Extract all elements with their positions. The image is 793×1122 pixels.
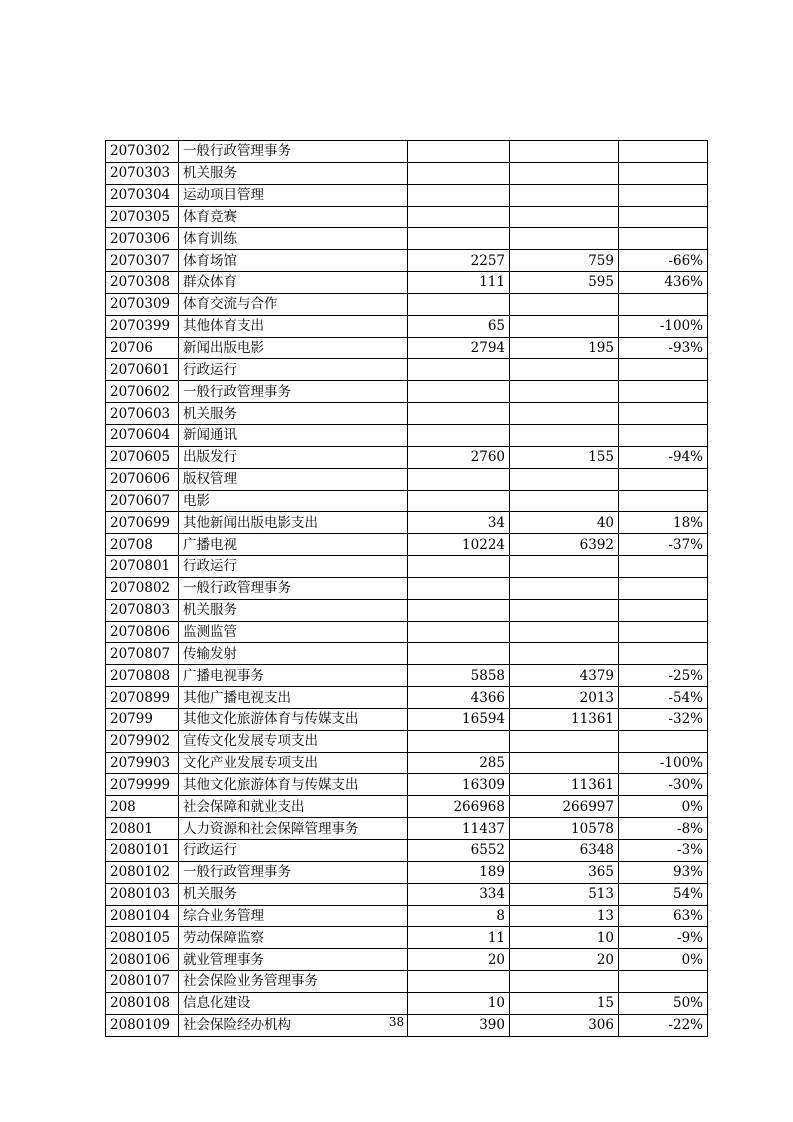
row-code: 2080103 xyxy=(106,883,179,905)
row-name: 机关服务 xyxy=(179,162,408,184)
row-change-percent: -25% xyxy=(619,665,708,687)
row-change-percent xyxy=(619,359,708,381)
row-value-current xyxy=(510,599,619,621)
row-value-current: 11361 xyxy=(510,774,619,796)
row-value-current xyxy=(510,403,619,425)
row-value-current xyxy=(510,206,619,228)
row-value-prior: 266968 xyxy=(408,796,510,818)
row-change-percent: 93% xyxy=(619,861,708,883)
row-change-percent: -3% xyxy=(619,840,708,862)
row-change-percent: -9% xyxy=(619,927,708,949)
row-change-percent xyxy=(619,468,708,490)
row-code: 208 xyxy=(106,796,179,818)
row-value-current xyxy=(510,468,619,490)
table-row xyxy=(106,359,708,381)
row-code: 2070803 xyxy=(106,599,179,621)
row-name: 社会保险业务管理事务 xyxy=(179,971,408,993)
row-change-percent: -32% xyxy=(619,708,708,730)
row-name: 电影 xyxy=(179,490,408,512)
row-code: 2080105 xyxy=(106,927,179,949)
row-value-prior: 20 xyxy=(408,949,510,971)
row-value-current: 365 xyxy=(510,861,619,883)
row-code: 2070303 xyxy=(106,162,179,184)
row-change-percent: 63% xyxy=(619,905,708,927)
row-name: 群众体育 xyxy=(179,272,408,294)
row-value-current: 595 xyxy=(510,272,619,294)
row-name: 其他文化旅游体育与传媒支出 xyxy=(179,708,408,730)
row-code: 20706 xyxy=(106,337,179,359)
row-code: 2070899 xyxy=(106,687,179,709)
row-value-current: 15 xyxy=(510,992,619,1014)
row-name: 新闻通讯 xyxy=(179,424,408,446)
table-row xyxy=(106,490,708,512)
row-change-percent xyxy=(619,184,708,206)
row-code: 2080101 xyxy=(106,840,179,862)
row-name: 广播电视 xyxy=(179,534,408,556)
row-code: 2070606 xyxy=(106,468,179,490)
row-code: 2080107 xyxy=(106,971,179,993)
row-code: 2070307 xyxy=(106,250,179,272)
row-code: 2070305 xyxy=(106,206,179,228)
table-row xyxy=(106,599,708,621)
row-code: 2080108 xyxy=(106,992,179,1014)
row-value-current: 10578 xyxy=(510,818,619,840)
row-change-percent: 436% xyxy=(619,272,708,294)
row-value-prior: 16594 xyxy=(408,708,510,730)
row-value-prior xyxy=(408,184,510,206)
row-value-prior xyxy=(408,228,510,250)
row-name: 机关服务 xyxy=(179,599,408,621)
row-name: 行政运行 xyxy=(179,359,408,381)
row-value-current xyxy=(510,730,619,752)
row-value-current xyxy=(510,359,619,381)
row-code: 20799 xyxy=(106,708,179,730)
row-value-prior: 16309 xyxy=(408,774,510,796)
row-value-prior: 5858 xyxy=(408,665,510,687)
table-row xyxy=(106,665,708,687)
row-value-prior: 2794 xyxy=(408,337,510,359)
row-value-current: 6348 xyxy=(510,840,619,862)
row-name: 新闻出版电影 xyxy=(179,337,408,359)
table-row xyxy=(106,621,708,643)
row-change-percent xyxy=(619,643,708,665)
table-row xyxy=(106,534,708,556)
row-value-prior: 34 xyxy=(408,512,510,534)
row-value-current: 195 xyxy=(510,337,619,359)
table-row xyxy=(106,971,708,993)
table-row xyxy=(106,162,708,184)
row-name: 宣传文化发展专项支出 xyxy=(179,730,408,752)
row-value-prior xyxy=(408,556,510,578)
row-name: 其他文化旅游体育与传媒支出 xyxy=(179,774,408,796)
row-value-current: 4379 xyxy=(510,665,619,687)
row-value-current: 513 xyxy=(510,883,619,905)
row-name: 运动项目管理 xyxy=(179,184,408,206)
row-value-current xyxy=(510,556,619,578)
row-code: 2070308 xyxy=(106,272,179,294)
row-value-prior xyxy=(408,141,510,163)
row-code: 2079903 xyxy=(106,752,179,774)
row-value-current xyxy=(510,971,619,993)
row-name: 其他广播电视支出 xyxy=(179,687,408,709)
row-value-prior xyxy=(408,730,510,752)
row-name: 体育交流与合作 xyxy=(179,293,408,315)
row-code: 2080106 xyxy=(106,949,179,971)
row-value-current: 6392 xyxy=(510,534,619,556)
row-value-prior: 8 xyxy=(408,905,510,927)
row-value-prior: 6552 xyxy=(408,840,510,862)
row-value-prior xyxy=(408,468,510,490)
row-value-current xyxy=(510,381,619,403)
table-row xyxy=(106,381,708,403)
row-value-prior: 111 xyxy=(408,272,510,294)
row-name: 广播电视事务 xyxy=(179,665,408,687)
row-name: 一般行政管理事务 xyxy=(179,861,408,883)
row-value-prior xyxy=(408,643,510,665)
row-code: 2080109 xyxy=(106,1014,179,1036)
table-row xyxy=(106,708,708,730)
row-code: 2070605 xyxy=(106,446,179,468)
table-row xyxy=(106,840,708,862)
row-value-current: 20 xyxy=(510,949,619,971)
row-change-percent xyxy=(619,621,708,643)
table-row xyxy=(106,577,708,599)
row-value-prior xyxy=(408,293,510,315)
row-code: 2070607 xyxy=(106,490,179,512)
page-number: 38 xyxy=(388,1015,405,1029)
row-name: 行政运行 xyxy=(179,840,408,862)
row-value-current xyxy=(510,293,619,315)
row-code: 2070802 xyxy=(106,577,179,599)
table-row xyxy=(106,796,708,818)
table-row xyxy=(106,141,708,163)
row-change-percent: 50% xyxy=(619,992,708,1014)
row-change-percent: -66% xyxy=(619,250,708,272)
row-change-percent: -94% xyxy=(619,446,708,468)
table-row xyxy=(106,424,708,446)
row-value-current xyxy=(510,228,619,250)
table-row xyxy=(106,883,708,905)
table-row xyxy=(106,446,708,468)
row-change-percent xyxy=(619,293,708,315)
row-value-prior xyxy=(408,359,510,381)
row-name: 文化产业发展专项支出 xyxy=(179,752,408,774)
row-value-prior: 11437 xyxy=(408,818,510,840)
row-name: 出版发行 xyxy=(179,446,408,468)
row-change-percent: -22% xyxy=(619,1014,708,1036)
budget-table-body xyxy=(106,141,708,1037)
row-value-current xyxy=(510,184,619,206)
row-value-prior: 4366 xyxy=(408,687,510,709)
row-value-prior: 334 xyxy=(408,883,510,905)
table-row xyxy=(106,250,708,272)
row-value-current xyxy=(510,424,619,446)
table-row xyxy=(106,949,708,971)
row-value-prior: 10 xyxy=(408,992,510,1014)
row-value-current: 13 xyxy=(510,905,619,927)
row-change-percent xyxy=(619,206,708,228)
row-value-prior xyxy=(408,621,510,643)
row-code: 2070603 xyxy=(106,403,179,425)
row-value-current: 11361 xyxy=(510,708,619,730)
row-name: 其他新闻出版电影支出 xyxy=(179,512,408,534)
row-name: 劳动保障监察 xyxy=(179,927,408,949)
table-row xyxy=(106,184,708,206)
row-change-percent: -54% xyxy=(619,687,708,709)
row-value-current: 40 xyxy=(510,512,619,534)
row-code: 2080102 xyxy=(106,861,179,883)
table-row xyxy=(106,752,708,774)
row-value-current xyxy=(510,752,619,774)
row-code: 2070304 xyxy=(106,184,179,206)
table-row xyxy=(106,927,708,949)
row-name: 一般行政管理事务 xyxy=(179,141,408,163)
row-change-percent xyxy=(619,228,708,250)
table-row xyxy=(106,512,708,534)
row-value-current xyxy=(510,162,619,184)
row-value-current: 155 xyxy=(510,446,619,468)
row-name: 版权管理 xyxy=(179,468,408,490)
row-name: 体育场馆 xyxy=(179,250,408,272)
row-change-percent: -37% xyxy=(619,534,708,556)
row-code: 2070602 xyxy=(106,381,179,403)
row-change-percent xyxy=(619,141,708,163)
row-name: 体育竞赛 xyxy=(179,206,408,228)
row-value-prior xyxy=(408,206,510,228)
row-change-percent xyxy=(619,490,708,512)
row-value-current: 266997 xyxy=(510,796,619,818)
row-value-prior: 2257 xyxy=(408,250,510,272)
row-value-prior xyxy=(408,971,510,993)
row-name: 体育训练 xyxy=(179,228,408,250)
row-value-prior: 2760 xyxy=(408,446,510,468)
row-code: 2070806 xyxy=(106,621,179,643)
row-change-percent: -8% xyxy=(619,818,708,840)
row-name: 社会保险经办机构 xyxy=(179,1014,408,1036)
row-name: 机关服务 xyxy=(179,883,408,905)
row-code: 2070807 xyxy=(106,643,179,665)
row-code: 2070309 xyxy=(106,293,179,315)
row-change-percent xyxy=(619,403,708,425)
row-code: 2070699 xyxy=(106,512,179,534)
row-name: 监测监管 xyxy=(179,621,408,643)
row-code: 2070302 xyxy=(106,141,179,163)
row-name: 其他体育支出 xyxy=(179,315,408,337)
table-row xyxy=(106,206,708,228)
row-change-percent: -100% xyxy=(619,752,708,774)
row-value-prior: 11 xyxy=(408,927,510,949)
row-value-prior xyxy=(408,599,510,621)
row-change-percent xyxy=(619,556,708,578)
row-code: 2070801 xyxy=(106,556,179,578)
row-change-percent: -93% xyxy=(619,337,708,359)
row-name: 一般行政管理事务 xyxy=(179,381,408,403)
table-row xyxy=(106,315,708,337)
row-name: 行政运行 xyxy=(179,556,408,578)
table-row xyxy=(106,643,708,665)
row-name: 一般行政管理事务 xyxy=(179,577,408,599)
table-row xyxy=(106,337,708,359)
table-row xyxy=(106,556,708,578)
row-value-prior: 10224 xyxy=(408,534,510,556)
row-change-percent: 54% xyxy=(619,883,708,905)
row-value-current: 2013 xyxy=(510,687,619,709)
row-change-percent xyxy=(619,162,708,184)
row-value-prior xyxy=(408,403,510,425)
row-value-current xyxy=(510,643,619,665)
row-name: 就业管理事务 xyxy=(179,949,408,971)
row-value-prior xyxy=(408,381,510,403)
row-code: 2079902 xyxy=(106,730,179,752)
table-row xyxy=(106,905,708,927)
row-change-percent xyxy=(619,971,708,993)
table-row xyxy=(106,468,708,490)
row-code: 2080104 xyxy=(106,905,179,927)
row-value-prior: 65 xyxy=(408,315,510,337)
table-row xyxy=(106,293,708,315)
row-value-current xyxy=(510,315,619,337)
row-name: 信息化建设 xyxy=(179,992,408,1014)
row-change-percent: 0% xyxy=(619,949,708,971)
row-value-current xyxy=(510,490,619,512)
budget-table xyxy=(105,140,708,1037)
row-change-percent xyxy=(619,381,708,403)
row-name: 人力资源和社会保障管理事务 xyxy=(179,818,408,840)
row-name: 机关服务 xyxy=(179,403,408,425)
table-row xyxy=(106,861,708,883)
row-code: 2070306 xyxy=(106,228,179,250)
row-change-percent: 18% xyxy=(619,512,708,534)
table-row xyxy=(106,403,708,425)
row-name: 综合业务管理 xyxy=(179,905,408,927)
row-value-prior xyxy=(408,577,510,599)
table-row xyxy=(106,992,708,1014)
row-change-percent: -100% xyxy=(619,315,708,337)
table-row xyxy=(106,272,708,294)
row-value-prior xyxy=(408,162,510,184)
row-change-percent xyxy=(619,424,708,446)
row-name: 传输发射 xyxy=(179,643,408,665)
row-code: 2079999 xyxy=(106,774,179,796)
row-value-current: 306 xyxy=(510,1014,619,1036)
row-value-prior: 390 xyxy=(408,1014,510,1036)
row-value-prior xyxy=(408,490,510,512)
row-change-percent: 0% xyxy=(619,796,708,818)
row-code: 2070601 xyxy=(106,359,179,381)
row-value-prior xyxy=(408,424,510,446)
row-change-percent: -30% xyxy=(619,774,708,796)
row-name: 社会保障和就业支出 xyxy=(179,796,408,818)
row-code: 2070399 xyxy=(106,315,179,337)
row-value-current: 759 xyxy=(510,250,619,272)
row-value-prior: 285 xyxy=(408,752,510,774)
table-row xyxy=(106,687,708,709)
table-row xyxy=(106,774,708,796)
row-code: 20801 xyxy=(106,818,179,840)
row-value-current xyxy=(510,141,619,163)
row-change-percent xyxy=(619,577,708,599)
row-value-current xyxy=(510,577,619,599)
row-value-prior: 189 xyxy=(408,861,510,883)
row-value-current xyxy=(510,621,619,643)
row-change-percent xyxy=(619,730,708,752)
row-code: 2070604 xyxy=(106,424,179,446)
table-row xyxy=(106,818,708,840)
row-value-current: 10 xyxy=(510,927,619,949)
row-change-percent xyxy=(619,599,708,621)
row-code: 20708 xyxy=(106,534,179,556)
row-code: 2070808 xyxy=(106,665,179,687)
table-row xyxy=(106,228,708,250)
table-row xyxy=(106,730,708,752)
